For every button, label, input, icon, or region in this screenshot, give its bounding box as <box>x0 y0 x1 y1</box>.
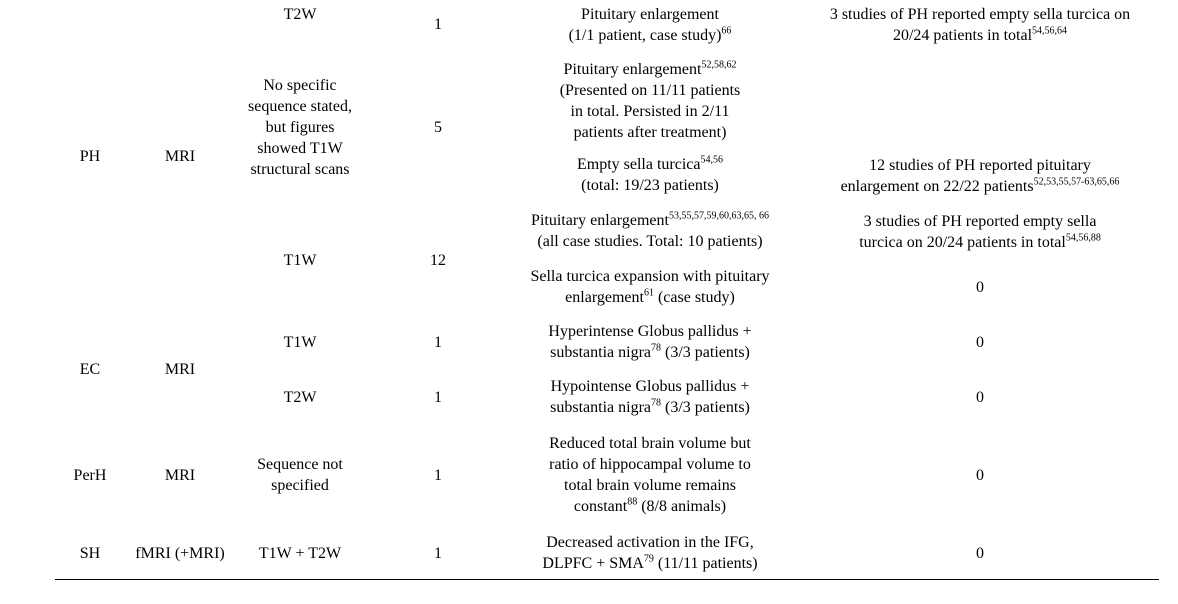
cell-text: DLPFC + SMA <box>542 555 644 572</box>
cell-text: (8/8 animals) <box>637 498 727 515</box>
cell-line <box>490 266 810 287</box>
cell-text: (11/11 patients) <box>653 555 758 572</box>
cell-text: 0 <box>976 334 984 351</box>
cell-line <box>490 496 810 517</box>
cell-text: sequence stated, <box>248 98 352 115</box>
cell-text: substantia nigra <box>550 344 651 361</box>
cell-text: EC <box>79 361 101 378</box>
cell-finding <box>490 154 810 196</box>
cell-line <box>60 465 120 486</box>
cell-text: (1/1 patient, case study) <box>568 27 722 44</box>
cell-line <box>490 175 810 196</box>
cell-line <box>490 287 810 308</box>
cell-finding <box>490 4 810 46</box>
cell-line <box>408 117 468 138</box>
cell-text: total brain volume remains <box>564 477 736 494</box>
cell-line <box>60 146 120 167</box>
cell-note <box>790 4 1170 46</box>
reference-superscript: 66 <box>721 25 732 37</box>
cell-line <box>490 80 810 101</box>
cell-note <box>790 332 1170 353</box>
cell-text: Decreased activation in the IFG, <box>546 534 754 551</box>
cell-line <box>230 250 370 271</box>
cell-text: T1W <box>283 334 317 351</box>
cell-text: 0 <box>976 279 984 296</box>
reference-superscript: 52,53,55,57-63,65,66 <box>1033 176 1120 188</box>
cell-finding <box>490 376 810 418</box>
cell-text: 0 <box>976 545 984 562</box>
cell-text: showed T1W <box>257 140 343 157</box>
cell-line <box>230 332 370 353</box>
cell-count <box>408 14 468 35</box>
cell-line <box>140 465 220 486</box>
cell-text: constant <box>573 498 628 515</box>
cell-text: T1W <box>283 252 317 269</box>
cell-text: enlargement <box>565 289 644 306</box>
cell-sequence <box>230 543 370 564</box>
cell-line <box>790 465 1170 486</box>
cell-line <box>790 155 1170 176</box>
cell-text: 1 <box>434 334 442 351</box>
cell-modality-perh <box>140 465 220 486</box>
cell-line <box>230 454 370 475</box>
reference-superscript: 52,58,62 <box>701 59 737 71</box>
cell-text: 20/24 patients in total <box>892 27 1033 44</box>
table-bottom-rule <box>55 579 1159 580</box>
cell-text: specified <box>271 477 329 494</box>
cell-text: Pituitary enlargement <box>531 212 669 229</box>
cell-line <box>790 332 1170 353</box>
cell-line <box>790 211 1170 232</box>
cell-text: 5 <box>434 119 442 136</box>
reference-superscript: 53,55,57,59,60,63,65, 66 <box>668 210 769 222</box>
cell-line <box>140 146 220 167</box>
cell-text: MRI <box>164 148 196 165</box>
cell-modality-ph <box>140 146 220 167</box>
cell-text: 12 <box>430 252 446 269</box>
cell-text: turcica on 20/24 patients in total <box>859 234 1066 251</box>
cell-note <box>790 211 1170 253</box>
cell-finding <box>490 433 810 517</box>
reference-superscript: 88 <box>627 496 638 508</box>
cell-finding <box>490 210 810 252</box>
cell-line <box>490 154 810 175</box>
cell-line <box>130 543 230 564</box>
reference-superscript: 61 <box>643 287 654 299</box>
reference-superscript: 54,56 <box>700 154 723 166</box>
cell-line <box>490 4 810 25</box>
cell-count <box>408 117 468 138</box>
cell-line <box>790 4 1170 25</box>
cell-line <box>230 4 370 25</box>
cell-text: 1 <box>434 545 442 562</box>
cell-sequence <box>230 332 370 353</box>
cell-sequence <box>230 4 370 25</box>
cell-line <box>790 176 1170 197</box>
cell-condition-ec <box>60 359 120 380</box>
cell-text: structural scans <box>250 161 350 178</box>
cell-finding <box>490 532 810 574</box>
cell-line <box>408 543 468 564</box>
cell-line <box>790 232 1170 253</box>
cell-text: Hypointense Globus pallidus + <box>550 378 750 395</box>
cell-line <box>790 25 1170 46</box>
cell-sequence <box>230 75 370 180</box>
cell-text: MRI <box>164 467 196 484</box>
cell-note <box>790 465 1170 486</box>
cell-line <box>790 543 1170 564</box>
cell-text: 12 studies of PH reported pituitary <box>869 157 1091 174</box>
cell-line <box>490 321 810 342</box>
cell-line <box>490 433 810 454</box>
cell-line <box>490 397 810 418</box>
cell-text: Pituitary enlargement <box>581 6 719 23</box>
reference-superscript: 79 <box>643 553 654 565</box>
cell-line <box>490 122 810 143</box>
cell-count <box>408 332 468 353</box>
cell-modality-sh <box>130 543 230 564</box>
cell-line <box>790 387 1170 408</box>
cell-text: PH <box>79 148 101 165</box>
reference-superscript: 78 <box>651 397 661 409</box>
cell-line <box>230 96 370 117</box>
cell-text: T1W + T2W <box>258 545 342 562</box>
cell-text: (Presented on 11/11 patients <box>559 82 741 99</box>
cell-text: 1 <box>434 389 442 406</box>
cell-sequence <box>230 454 370 496</box>
cell-text: Empty sella turcica <box>576 156 701 173</box>
cell-count <box>408 465 468 486</box>
reference-superscript: 54,56,88 <box>1065 232 1101 244</box>
cell-line <box>490 376 810 397</box>
cell-count <box>408 387 468 408</box>
cell-text: Sequence not <box>257 456 343 473</box>
cell-finding <box>490 321 810 363</box>
cell-line <box>230 138 370 159</box>
cell-line <box>490 532 810 553</box>
cell-text: PerH <box>73 467 107 484</box>
cell-finding <box>490 59 810 143</box>
cell-text: Sella turcica expansion with pituitary <box>530 268 770 285</box>
cell-text: SH <box>79 545 101 562</box>
cell-text: 3 studies of PH reported empty sella <box>863 213 1097 230</box>
cell-line <box>60 359 120 380</box>
cell-text: (case study) <box>653 289 735 306</box>
cell-condition-ph <box>60 146 120 167</box>
cell-line <box>60 543 120 564</box>
cell-note <box>790 155 1170 197</box>
cell-line <box>490 553 810 574</box>
cell-text: Reduced total brain volume but <box>549 435 751 452</box>
cell-text: patients after treatment) <box>573 124 727 141</box>
cell-condition-sh <box>60 543 120 564</box>
cell-text: 3 studies of PH reported empty sella turcica on <box>829 6 1131 23</box>
cell-text: (3/3 patients) <box>661 399 750 416</box>
cell-line <box>490 342 810 363</box>
cell-line <box>490 454 810 475</box>
cell-line <box>408 332 468 353</box>
cell-text: MRI <box>164 361 196 378</box>
cell-text: 1 <box>434 467 442 484</box>
reference-superscript: 78 <box>651 342 661 354</box>
cell-sequence <box>230 387 370 408</box>
cell-line <box>230 159 370 180</box>
reference-superscript: 54,56,64 <box>1032 25 1068 37</box>
cell-line <box>408 250 468 271</box>
cell-line <box>230 543 370 564</box>
cell-line <box>490 101 810 122</box>
cell-line <box>408 387 468 408</box>
cell-line <box>490 25 810 46</box>
cell-finding <box>490 266 810 308</box>
cell-line <box>490 210 810 231</box>
cell-sequence <box>230 250 370 271</box>
cell-text: Pituitary enlargement <box>563 61 702 78</box>
cell-line <box>490 231 810 252</box>
cell-text: Hyperintense Globus pallidus + <box>548 323 752 340</box>
cell-text: but figures <box>265 119 335 136</box>
cell-text: fMRI (+MRI) <box>135 545 225 562</box>
cell-line <box>140 359 220 380</box>
cell-text: enlargement on 22/22 patients <box>840 178 1034 195</box>
cell-line <box>490 59 810 80</box>
cell-text: 1 <box>434 16 442 33</box>
cell-line <box>230 387 370 408</box>
cell-count <box>408 250 468 271</box>
cell-text: (all case studies. Total: 10 patients) <box>537 233 763 250</box>
cell-text: in total. Persisted in 2/11 <box>570 103 730 120</box>
cell-line <box>490 475 810 496</box>
cell-line <box>408 465 468 486</box>
cell-text: (3/3 patients) <box>661 344 750 361</box>
cell-text: substantia nigra <box>550 399 651 416</box>
cell-condition-perh <box>60 465 120 486</box>
cell-line <box>230 117 370 138</box>
cell-count <box>408 543 468 564</box>
cell-line <box>230 475 370 496</box>
cell-text: 0 <box>976 467 984 484</box>
cell-text: T2W <box>283 6 317 23</box>
cell-line <box>230 75 370 96</box>
cell-note <box>790 543 1170 564</box>
cell-text: No specific <box>263 77 337 94</box>
cell-text: (total: 19/23 patients) <box>581 177 719 194</box>
cell-text: ratio of hippocampal volume to <box>549 456 751 473</box>
cell-text: T2W <box>283 389 317 406</box>
cell-line <box>790 277 1170 298</box>
cell-note <box>790 387 1170 408</box>
cell-text: 0 <box>976 389 984 406</box>
cell-note <box>790 277 1170 298</box>
cell-modality-ec <box>140 359 220 380</box>
cell-line <box>408 14 468 35</box>
